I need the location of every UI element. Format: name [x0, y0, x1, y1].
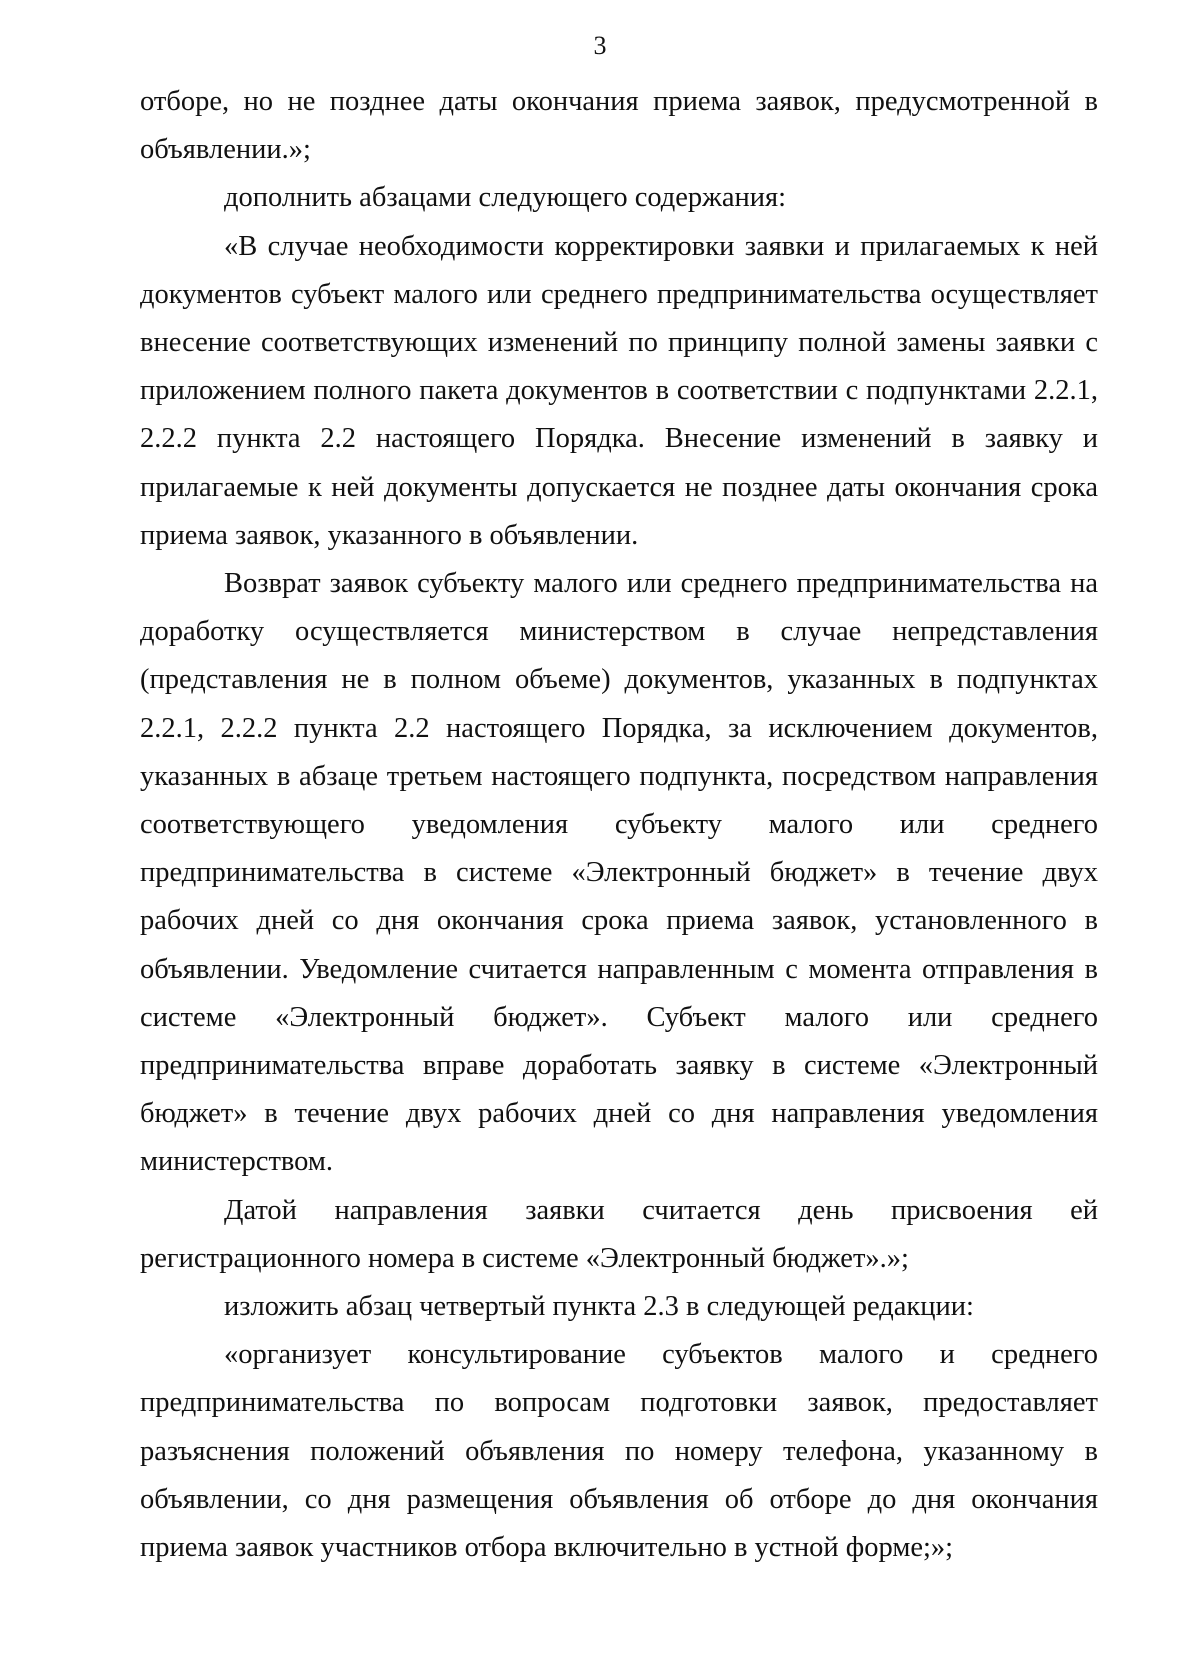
paragraph-correction-rules: «В случае необходимости корректировки заявки и прилагаемых к ней документов субъект малого или среднего предпринимательства осуществляет внесение соответствующих изменений по принципу полной замены заявки с приложением полного пакета документов в соответствии с подпунктами 2.2.1, 2.2.2 пункта 2.2 настоящего Порядка. Внесение изменений в заявку и прилагаемые к ней документы допускается не позднее даты окончания срока приема заявок, указанного в объявлении. [140, 230, 1098, 551]
document-body [140, 78, 1098, 1572]
paragraph-amendment-instruction: изложить абзац четвертый пункта 2.3 в следующей редакции: [224, 1291, 974, 1323]
paragraph-amendment-intro: дополнить абзацами следующего содержания: [224, 182, 787, 214]
paragraph-consultation: «организует консультирование субъектов малого и среднего предпринимательства по вопросам подготовки заявок, предоставляет разъяснения положений объявления по номеру телефона, указанному в объявлении, со дня размещения объявления об отборе до дня окончания приема заявок участников отбора включительно в устной форме;»; [140, 1339, 1098, 1564]
paragraph-submission-date: Датой направления заявки считается день присвоения ей регистрационного номера в системе «Электронный бюджет».»; [140, 1194, 1098, 1274]
paragraph-return-for-revision: Возврат заявок субъекту малого или среднего предпринимательства на доработку осуществляется министерством в случае непредставления (представления не в полном объеме) документов, указанных в подпунктах 2.2.1, 2.2.2 пункта 2.2 настоящего Порядка, за исключением документов, указанных в абзаце третьем настоящего подпункта, посредством направления соответствующего уведомления субъекту малого или среднего предпринимательства в системе «Электронный бюджет» в течение двух рабочих дней со дня окончания срока приема заявок, установленного в объявлении. Уведомление считается направленным с момента отправления в системе «Электронный бюджет». Субъект малого или среднего предпринимательства вправе доработать заявку в системе «Электронный бюджет» в течение двух рабочих дней со дня направления уведомления министерством. [140, 568, 1098, 1178]
page-number: 3 [593, 31, 607, 60]
paragraph-continuation: отборе, но не позднее даты окончания приема заявок, предусмотренной в объявлении.»; [140, 86, 1098, 166]
